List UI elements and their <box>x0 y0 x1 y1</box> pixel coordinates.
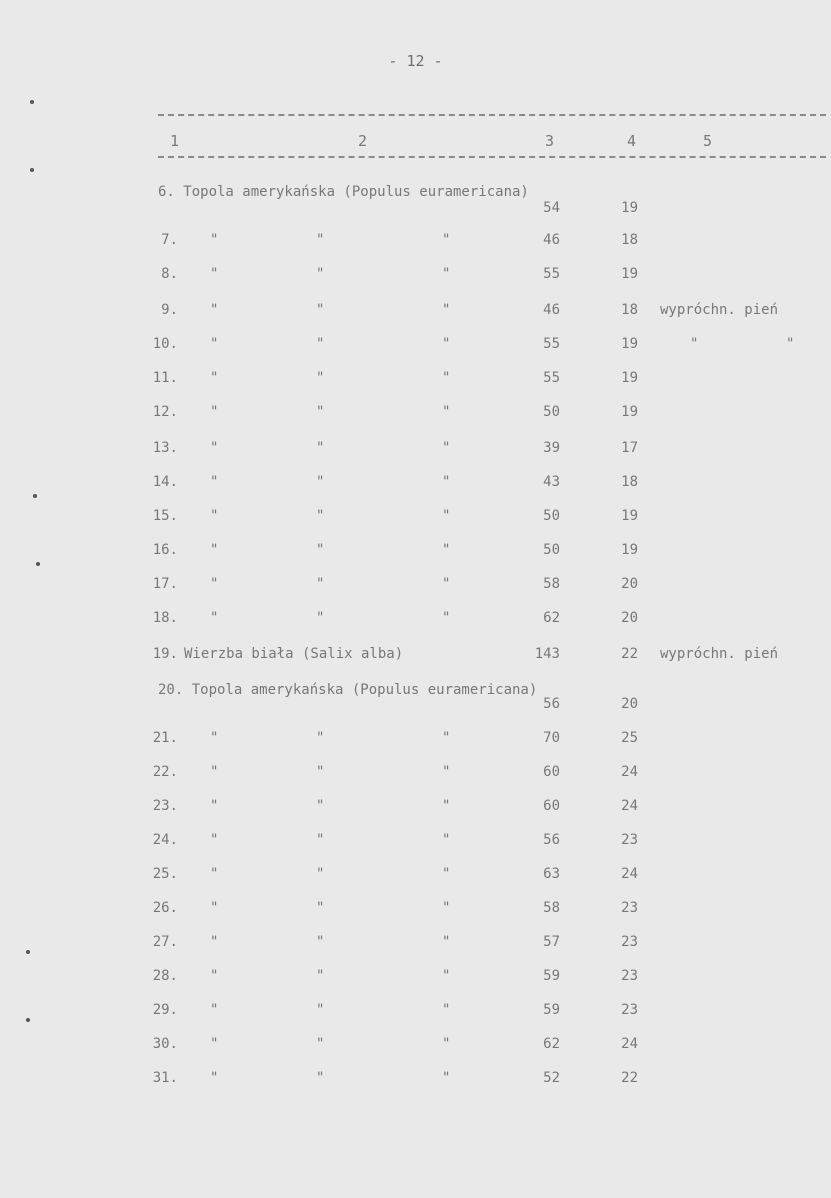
ditto-mark: " <box>316 764 325 780</box>
punch-hole <box>36 562 40 566</box>
ditto-mark: " <box>442 404 451 420</box>
ditto-mark: " <box>442 798 451 814</box>
table-row <box>0 266 831 286</box>
ditto-mark: " <box>210 474 219 490</box>
ditto-mark: " <box>316 336 325 352</box>
table-row <box>0 474 831 494</box>
punch-hole <box>30 168 34 172</box>
ditto-mark: " <box>316 900 325 916</box>
value-col4: 23 <box>621 1002 638 1018</box>
table-row <box>0 798 831 818</box>
ditto-mark: " <box>316 1036 325 1052</box>
table-row <box>0 832 831 852</box>
row-number: 12. <box>152 404 178 420</box>
ditto-mark: " <box>210 508 219 524</box>
ditto-mark: " <box>442 866 451 882</box>
remark: wypróchn. pień <box>660 646 779 662</box>
table-row <box>0 1070 831 1090</box>
value-col4: 20 <box>621 610 638 626</box>
column-header-5: 5 <box>703 132 713 150</box>
value-col3: 63 <box>543 866 560 882</box>
row-number: 31. <box>152 1070 178 1086</box>
table-row <box>0 866 831 886</box>
value-col4: 18 <box>621 302 638 318</box>
value-col3: 55 <box>543 370 560 386</box>
value-col4: 19 <box>621 404 638 420</box>
ditto-mark: " <box>210 1002 219 1018</box>
ditto-mark: " <box>316 474 325 490</box>
table-row <box>0 900 831 920</box>
ditto-mark: " <box>210 968 219 984</box>
ditto-mark: " <box>210 866 219 882</box>
value-col4: 19 <box>621 200 638 216</box>
ditto-mark: " <box>316 1002 325 1018</box>
value-col4: 17 <box>621 440 638 456</box>
row-number: 17. <box>152 576 178 592</box>
value-col3: 62 <box>543 1036 560 1052</box>
value-col3: 143 <box>534 646 560 662</box>
ditto-mark: " <box>442 934 451 950</box>
value-col3: 70 <box>543 730 560 746</box>
table-row <box>0 232 831 252</box>
value-col3: 46 <box>543 232 560 248</box>
value-col3: 55 <box>543 336 560 352</box>
value-col3: 50 <box>543 508 560 524</box>
row-number: 25. <box>152 866 178 882</box>
value-col3: 58 <box>543 900 560 916</box>
value-col4: 24 <box>621 798 638 814</box>
table-row <box>0 1002 831 1022</box>
ditto-mark: " <box>210 764 219 780</box>
value-col4: 22 <box>621 1070 638 1086</box>
value-col3: 54 <box>543 200 560 216</box>
ditto-mark: " <box>316 404 325 420</box>
value-col4: 20 <box>621 576 638 592</box>
value-col4: 23 <box>621 968 638 984</box>
table-top-rule <box>158 114 826 116</box>
row-number: 18. <box>152 610 178 626</box>
row-number: 24. <box>152 832 178 848</box>
value-col3: 60 <box>543 798 560 814</box>
ditto-mark: " <box>442 336 451 352</box>
ditto-mark: " <box>210 440 219 456</box>
value-col4: 20 <box>621 696 638 712</box>
ditto-mark: " <box>442 474 451 490</box>
punch-hole <box>30 100 34 104</box>
ditto-mark: " <box>690 336 699 352</box>
row-number: 14. <box>152 474 178 490</box>
ditto-mark: " <box>210 542 219 558</box>
value-col3: 43 <box>543 474 560 490</box>
value-col3: 46 <box>543 302 560 318</box>
ditto-mark: " <box>210 934 219 950</box>
ditto-mark: " <box>316 832 325 848</box>
column-header-2: 2 <box>358 132 368 150</box>
ditto-mark: " <box>442 764 451 780</box>
value-col4: 24 <box>621 1036 638 1052</box>
ditto-mark: " <box>316 542 325 558</box>
table-row <box>0 508 831 528</box>
table-row <box>0 610 831 630</box>
ditto-mark: " <box>210 610 219 626</box>
row-number: 26. <box>152 900 178 916</box>
ditto-mark: " <box>442 370 451 386</box>
table-header-rule <box>158 156 826 158</box>
row-number: 11. <box>152 370 178 386</box>
ditto-mark: " <box>442 508 451 524</box>
table-row <box>0 730 831 750</box>
ditto-mark: " <box>442 576 451 592</box>
row-number: 29. <box>152 1002 178 1018</box>
ditto-mark: " <box>210 730 219 746</box>
table-row <box>0 696 831 716</box>
value-col4: 23 <box>621 934 638 950</box>
species-heading: 6. Topola amerykańska (Populus euramericana) <box>158 184 529 200</box>
ditto-mark: " <box>210 404 219 420</box>
value-col4: 19 <box>621 266 638 282</box>
row-number: 19. <box>152 646 178 662</box>
ditto-mark: " <box>442 1002 451 1018</box>
row-number: 30. <box>152 1036 178 1052</box>
value-col4: 25 <box>621 730 638 746</box>
row-number: 22. <box>152 764 178 780</box>
ditto-mark: " <box>210 1036 219 1052</box>
row-number: 13. <box>152 440 178 456</box>
value-col3: 55 <box>543 266 560 282</box>
column-header-3: 3 <box>545 132 555 150</box>
table-row <box>0 302 831 322</box>
value-col4: 18 <box>621 232 638 248</box>
ditto-mark: " <box>210 576 219 592</box>
row-number: 21. <box>152 730 178 746</box>
row-number: 27. <box>152 934 178 950</box>
ditto-mark: " <box>316 1070 325 1086</box>
value-col3: 52 <box>543 1070 560 1086</box>
ditto-mark: " <box>210 370 219 386</box>
value-col4: 24 <box>621 764 638 780</box>
column-header-4: 4 <box>627 132 637 150</box>
ditto-mark: " <box>316 370 325 386</box>
value-col3: 62 <box>543 610 560 626</box>
row-number: 7. <box>161 232 178 248</box>
ditto-mark: " <box>316 730 325 746</box>
value-col4: 23 <box>621 900 638 916</box>
value-col3: 59 <box>543 1002 560 1018</box>
ditto-mark: " <box>442 266 451 282</box>
table-row <box>0 934 831 954</box>
row-number: 8. <box>161 266 178 282</box>
row-number: 28. <box>152 968 178 984</box>
value-col3: 59 <box>543 968 560 984</box>
ditto-mark: " <box>210 798 219 814</box>
ditto-mark: " <box>316 576 325 592</box>
ditto-mark: " <box>442 610 451 626</box>
remark: wypróchn. pień <box>660 302 779 318</box>
ditto-mark: " <box>442 730 451 746</box>
table-row <box>0 1036 831 1056</box>
row-number: 15. <box>152 508 178 524</box>
value-col3: 50 <box>543 542 560 558</box>
ditto-mark: " <box>442 542 451 558</box>
ditto-mark: " <box>316 440 325 456</box>
ditto-mark: " <box>442 900 451 916</box>
ditto-mark: " <box>210 832 219 848</box>
ditto-mark: " <box>316 968 325 984</box>
column-header-1: 1 <box>170 132 180 150</box>
value-col4: 22 <box>621 646 638 662</box>
ditto-mark: " <box>442 968 451 984</box>
ditto-mark: " <box>210 336 219 352</box>
row-number: 23. <box>152 798 178 814</box>
ditto-mark: " <box>316 302 325 318</box>
table-row <box>0 968 831 988</box>
table-row <box>0 542 831 562</box>
value-col3: 56 <box>543 832 560 848</box>
table-row <box>0 764 831 784</box>
ditto-mark: " <box>442 1070 451 1086</box>
table-row <box>0 440 831 460</box>
value-col3: 56 <box>543 696 560 712</box>
ditto-mark: " <box>316 934 325 950</box>
value-col4: 19 <box>621 370 638 386</box>
ditto-mark: " <box>210 900 219 916</box>
table-row <box>0 200 831 220</box>
value-col3: 57 <box>543 934 560 950</box>
value-col3: 50 <box>543 404 560 420</box>
species-heading: 20. Topola amerykańska (Populus euramericana) <box>158 682 538 698</box>
value-col4: 19 <box>621 508 638 524</box>
species-name: Wierzba biała (Salix alba) <box>184 646 404 662</box>
value-col4: 24 <box>621 866 638 882</box>
ditto-mark: " <box>442 302 451 318</box>
row-number: 9. <box>161 302 178 318</box>
value-col4: 23 <box>621 832 638 848</box>
ditto-mark: " <box>316 232 325 248</box>
value-col4: 18 <box>621 474 638 490</box>
ditto-mark: " <box>210 266 219 282</box>
value-col3: 39 <box>543 440 560 456</box>
ditto-mark: " <box>786 336 795 352</box>
ditto-mark: " <box>442 1036 451 1052</box>
page-number: - 12 - <box>388 52 443 70</box>
ditto-mark: " <box>316 866 325 882</box>
value-col3: 58 <box>543 576 560 592</box>
ditto-mark: " <box>210 1070 219 1086</box>
ditto-mark: " <box>316 508 325 524</box>
ditto-mark: " <box>442 832 451 848</box>
ditto-mark: " <box>210 232 219 248</box>
row-number: 16. <box>152 542 178 558</box>
ditto-mark: " <box>316 610 325 626</box>
punch-hole <box>33 494 37 498</box>
row-number: 10. <box>152 336 178 352</box>
table-row <box>0 336 831 356</box>
ditto-mark: " <box>316 798 325 814</box>
value-col4: 19 <box>621 336 638 352</box>
ditto-mark: " <box>210 302 219 318</box>
value-col4: 19 <box>621 542 638 558</box>
table-row <box>0 370 831 390</box>
table-row <box>0 646 831 666</box>
table-row <box>0 576 831 596</box>
ditto-mark: " <box>316 266 325 282</box>
ditto-mark: " <box>442 232 451 248</box>
table-row <box>0 404 831 424</box>
ditto-mark: " <box>442 440 451 456</box>
value-col3: 60 <box>543 764 560 780</box>
